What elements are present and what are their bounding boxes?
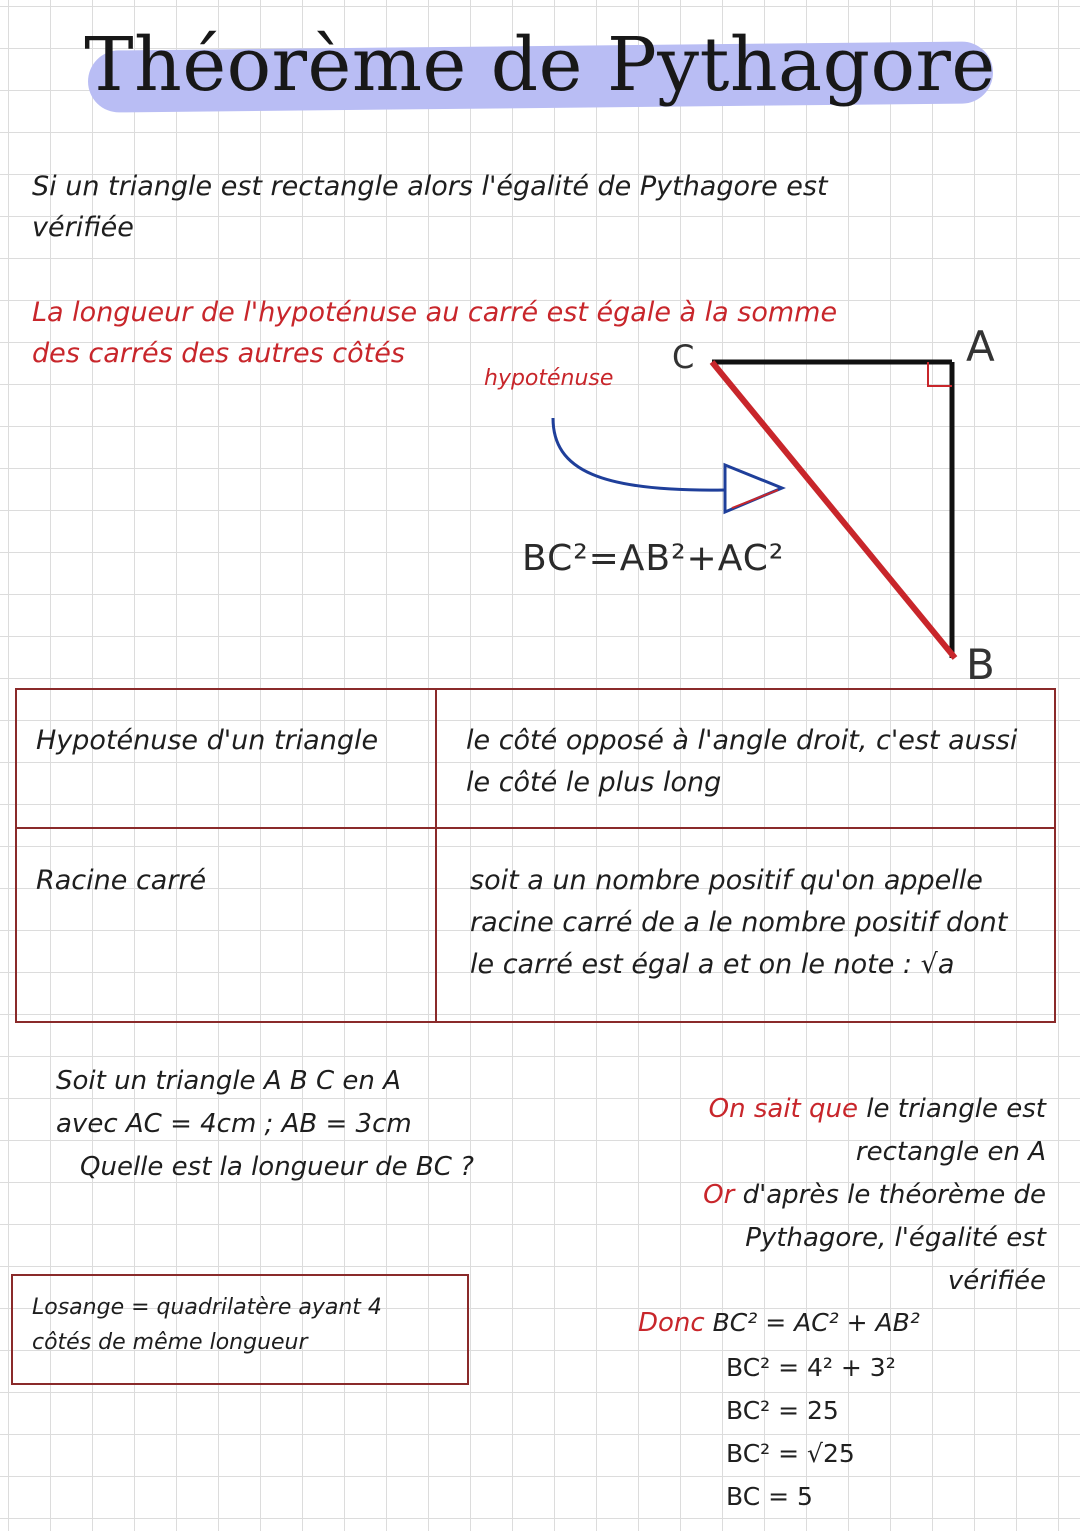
right-angle-marker [928,362,952,386]
definition-racine-line-2: racine carré de a le nombre positif dont [470,907,1008,938]
solution-step-3: BC² = √25 [726,1439,855,1468]
intro-line-2: vérifiée [32,212,134,243]
hypotenuse-line [712,362,955,658]
solution-step-2: BC² = 25 [726,1396,839,1425]
rule-line-2: des carrés des autres côtés [32,338,405,369]
losange-definition [32,1290,382,1360]
vertex-c-label: C [672,338,695,376]
vertex-b-label: B [966,640,995,689]
triangle-figure [0,0,1080,700]
solution-on-sait-que: On sait que [708,1094,858,1124]
exercise-statement [56,1060,474,1189]
definition-text-hypotenuse [466,720,1017,804]
solution-line-3: Or d'après le théorème de [703,1180,1046,1210]
solution-step-1: BC² = 4² + 3² [726,1353,896,1382]
arrow-curve [553,418,725,490]
definition-hypotenuse-line-1: le côté opposé à l'angle droit, c'est aussi [466,725,1018,756]
exercise-line-2: avec AC = 4cm ; AB = 3cm [56,1109,412,1139]
pythagore-formula: BC²=AB²+AC² [522,538,785,579]
arrow-accent [732,490,778,508]
definition-term-hypotenuse: Hypoténuse d'un triangle [36,725,379,756]
solution-reasoning [600,1088,1046,1303]
solution-or: Or [703,1180,735,1210]
solution-conclusion: Donc BC² = AC² + AB² [638,1308,920,1338]
solution-line-1: On sait que le triangle est [708,1094,1046,1124]
definition-text-racine [470,860,1007,986]
definition-hypotenuse-line-2: le côté le plus long [466,767,722,798]
definition-term-racine: Racine carré [36,865,207,896]
solution-line-4: Pythagore, l'égalité est [745,1223,1046,1253]
arrow-head-icon [725,465,782,512]
definition-racine-line-3: le carré est égal a et on le note : √a [470,949,955,980]
table-row-divider [15,827,1056,829]
exercise-line-1: Soit un triangle A B C en A [56,1066,401,1096]
table-col-divider [435,688,437,1023]
page-title: Théorème de Pythagore [84,22,996,108]
intro-line-1: Si un triangle est rectangle alors l'égalité de Pythagore est [32,171,828,202]
solution-step-4: BC = 5 [726,1482,813,1511]
hypotenuse-label: hypoténuse [484,366,614,391]
solution-line-2: rectangle en A [855,1137,1046,1167]
rule-line-1: La longueur de l'hypoténuse au carré est égale à la somme [32,297,838,328]
definition-racine-line-1: soit a un nombre positif qu'on appelle [470,865,983,896]
losange-line-1: Losange = quadrilatère ayant 4 [32,1295,382,1320]
vertex-a-label: A [966,322,995,371]
losange-line-2: côtés de même longueur [32,1330,308,1355]
exercise-question: Quelle est la longueur de BC ? [80,1152,474,1182]
solution-line-5: vérifiée [947,1266,1046,1296]
solution-steps [726,1346,896,1518]
solution-donc: Donc [638,1308,705,1338]
